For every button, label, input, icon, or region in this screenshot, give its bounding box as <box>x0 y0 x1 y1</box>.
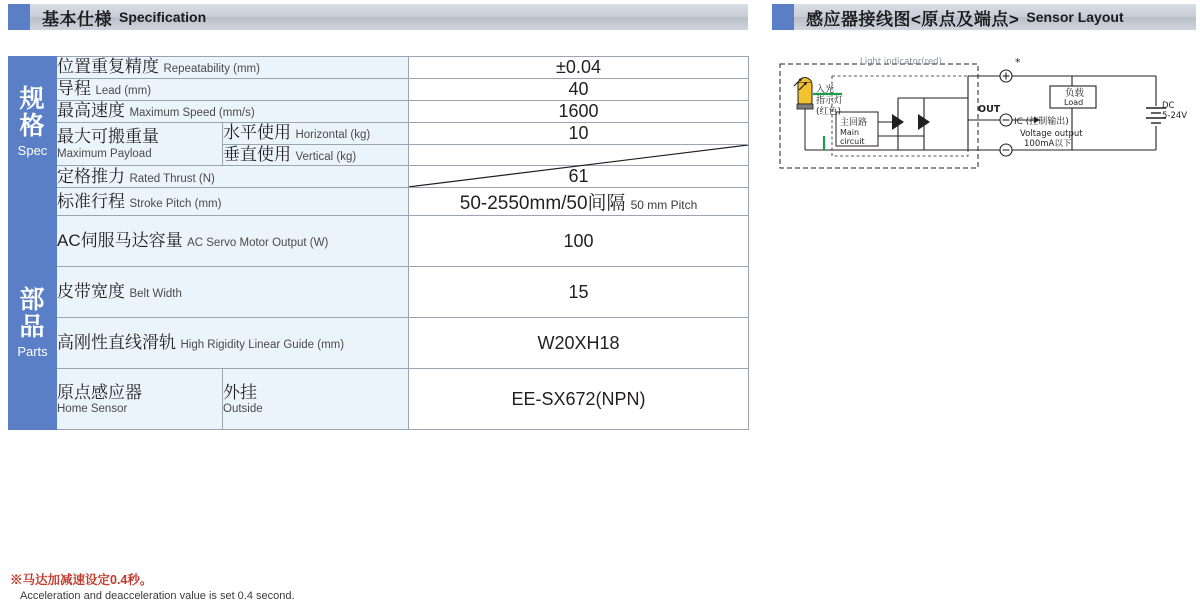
table-row <box>9 79 749 101</box>
sensor-wiring-diagram <box>772 50 1196 190</box>
row-label-home-sensor-mount-cn: 外挂 <box>223 382 257 402</box>
table-row <box>9 267 749 318</box>
row-label-stroke-pitch-en: Stroke Pitch (mm) <box>129 197 222 210</box>
specification-table <box>8 56 749 430</box>
row-label-rated-thrust-en: Rated Thrust (N) <box>129 172 215 185</box>
row-label-payload-horizontal-cn: 水平使用 <box>223 123 291 143</box>
table-row <box>9 188 749 216</box>
row-label-max-speed-en: Maximum Speed (mm/s) <box>129 107 255 120</box>
row-label-motor-output <box>57 216 409 267</box>
group-label-spec <box>9 57 57 188</box>
row-value-stroke-pitch <box>409 188 749 216</box>
row-label-belt-width-en: Belt Width <box>129 288 182 301</box>
diagram-label-dc2: 5-24V <box>1162 111 1188 121</box>
group-label-parts-cn: 部品 <box>19 285 46 341</box>
row-value-max-speed: 1600 <box>409 101 749 123</box>
row-value-payload-horizontal: 10 <box>409 123 749 145</box>
row-label-payload-vertical-en: Vertical (kg) <box>295 151 357 163</box>
header-bar <box>794 4 1196 30</box>
row-value-motor-output: 100 <box>409 216 749 267</box>
group-label-parts-en: Parts <box>17 343 48 359</box>
row-label-payload-cn: 最大可搬重量 <box>57 127 159 147</box>
diagram-label-load-en: Load <box>1064 98 1084 107</box>
row-label-lead <box>57 79 409 101</box>
diagram-label-ic: IC (控制输出) <box>1014 117 1069 127</box>
row-label-linear-guide <box>57 318 409 369</box>
row-label-linear-guide-en: High Rigidity Linear Guide (mm) <box>180 339 345 352</box>
row-label-lead-en: Lead (mm) <box>95 85 152 98</box>
row-label-payload-vertical <box>223 145 409 166</box>
row-label-payload <box>57 123 223 166</box>
row-label-lead-cn: 导程 <box>57 79 91 99</box>
row-label-max-speed <box>57 101 409 123</box>
row-label-motor-output-cn: AC伺服马达容量 <box>57 231 183 251</box>
row-label-repeatability-cn: 位置重复精度 <box>57 57 159 77</box>
row-label-home-sensor-mount <box>223 369 409 430</box>
spec-title-en: Specification <box>119 9 207 25</box>
diagram-label-light-cn2: 指示灯 <box>816 96 844 106</box>
diagram-label-voltage-output: Voltage output <box>1020 129 1083 139</box>
diagram-label-asterisk: * <box>1015 56 1021 69</box>
specification-header <box>8 4 748 30</box>
row-value-payload-vertical-not-applicable <box>409 145 749 166</box>
diagram-label-main-circuit-cn: 主回路 <box>840 118 868 128</box>
row-value-lead: 40 <box>409 79 749 101</box>
row-label-belt-width <box>57 267 409 318</box>
row-label-stroke-pitch-cn: 标准行程 <box>57 191 125 211</box>
sensor-wiring-svg <box>772 50 1196 190</box>
diagram-label-light-cn: 入光 <box>816 85 835 95</box>
row-label-home-sensor <box>57 369 223 430</box>
group-label-spec-cn: 规格 <box>19 85 46 141</box>
row-value-stroke-pitch-sub: 50 mm Pitch <box>630 198 698 213</box>
row-label-payload-vertical-cn: 垂直使用 <box>223 145 291 164</box>
sensor-layout-header <box>772 4 1196 30</box>
header-bar <box>30 4 748 30</box>
row-label-rated-thrust <box>57 166 409 188</box>
group-label-parts <box>9 216 57 430</box>
table-row <box>9 216 749 267</box>
table-row <box>9 57 749 79</box>
row-value-repeatability: ±0.04 <box>409 57 749 79</box>
table-row <box>9 318 749 369</box>
group-label-spec-continuation <box>9 188 57 216</box>
row-label-payload-horizontal <box>223 123 409 145</box>
row-label-repeatability-en: Repeatability (mm) <box>163 63 260 76</box>
row-label-repeatability <box>57 57 409 79</box>
header-accent-bar <box>8 4 30 30</box>
row-label-payload-horizontal-en: Horizontal (kg) <box>295 129 371 142</box>
sensor-title-cn: 感应器接线图<原点及端点> <box>806 9 1020 29</box>
row-label-motor-output-en: AC Servo Motor Output (W) <box>187 237 329 250</box>
row-value-home-sensor: EE-SX672(NPN) <box>409 369 749 430</box>
row-value-belt-width: 15 <box>409 267 749 318</box>
row-value-rated-thrust: 61 <box>409 166 749 188</box>
row-label-home-sensor-mount-en: Outside <box>223 403 263 416</box>
row-value-linear-guide: W20XH18 <box>409 318 749 369</box>
row-label-linear-guide-cn: 高刚性直线滑轨 <box>57 333 176 353</box>
diagram-label-dc1: DC <box>1162 101 1175 111</box>
diagram-label-light-en: Light indicator(red) <box>860 57 942 67</box>
diagram-label-main-circuit-en1: Main <box>840 128 860 137</box>
diagram-label-light-cn3: (红色) <box>816 107 842 117</box>
diagram-label-load-cn: 负载 <box>1065 88 1085 99</box>
footnote-cn: ※马达加减速设定0.4秒。 <box>10 573 153 587</box>
row-label-home-sensor-en: Home Sensor <box>57 403 128 416</box>
diagram-label-main-circuit-en2: circuit <box>840 137 865 146</box>
row-label-max-speed-cn: 最高速度 <box>57 101 125 121</box>
row-value-stroke-pitch-main: 50-2550mm/50间隔 <box>459 193 626 215</box>
header-accent-bar <box>772 4 794 30</box>
table-row <box>9 123 749 145</box>
row-label-belt-width-cn: 皮带宽度 <box>57 282 125 302</box>
sensor-title-en: Sensor Layout <box>1026 9 1124 25</box>
footnote <box>10 570 710 602</box>
row-label-rated-thrust-cn: 定格推力 <box>57 166 125 186</box>
footnote-en: Acceleration and deacceleration value is set 0.4 second. <box>20 590 295 602</box>
table-row <box>9 369 749 430</box>
row-label-payload-en: Maximum Payload <box>57 147 152 160</box>
table-row <box>9 101 749 123</box>
spec-title-cn: 基本仕様 <box>42 9 112 29</box>
diagram-label-out: OUT <box>978 104 1001 115</box>
row-label-stroke-pitch <box>57 188 409 216</box>
diagram-label-current: 100mA以下 <box>1024 139 1072 149</box>
row-label-home-sensor-cn: 原点感应器 <box>57 382 142 402</box>
group-label-spec-en: Spec <box>17 143 48 159</box>
diagonal-strike-icon <box>409 145 748 187</box>
